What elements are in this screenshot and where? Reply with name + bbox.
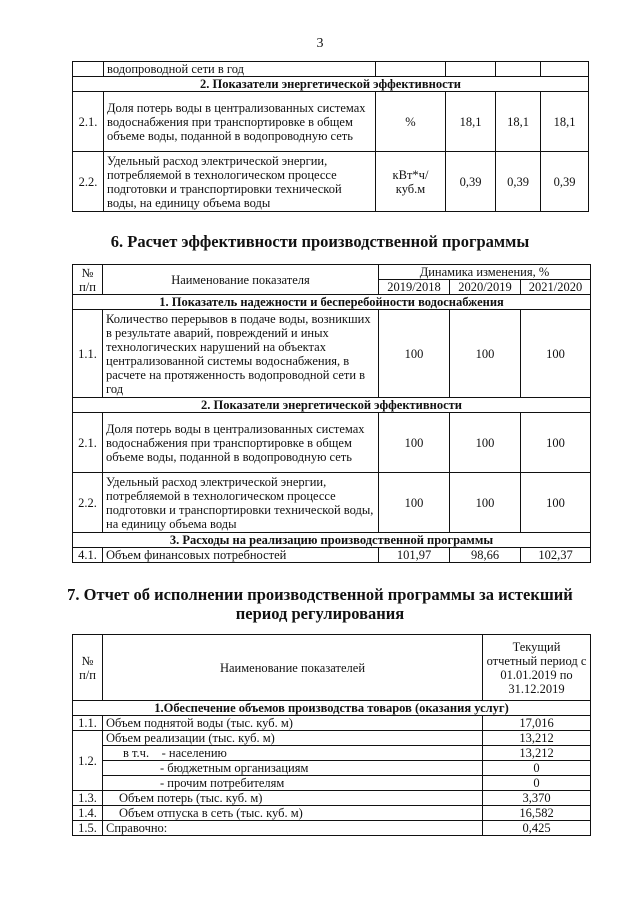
value-cell: 100 — [450, 413, 521, 473]
value-cell: 100 — [450, 473, 521, 533]
row-number: 1.2. — [73, 731, 103, 791]
value-cell: 98,66 — [450, 548, 521, 563]
row-number: 2.1. — [73, 92, 104, 152]
table-row — [73, 152, 589, 212]
header-name: Наименование показателя — [103, 265, 379, 295]
section-title: 2. Показатели энергетической эффективности — [73, 77, 589, 92]
indicator-name: Объем потерь (тыс. куб. м) — [103, 791, 483, 806]
header-period: Текущий отчетный период с 01.01.2019 по 31.12.2019 — [483, 635, 591, 701]
section-row — [73, 398, 591, 413]
row-number: 4.1. — [73, 548, 103, 563]
value-cell: 100 — [379, 310, 450, 398]
table-row — [73, 413, 591, 473]
section-title: 3. Расходы на реализацию производственной программы — [73, 533, 591, 548]
value-cell: 0,425 — [483, 821, 591, 836]
table-row — [73, 716, 591, 731]
value-cell: 0,39 — [446, 152, 496, 212]
row-number: 1.4. — [73, 806, 103, 821]
value-cell: 0,39 — [541, 152, 589, 212]
unit: % — [376, 92, 446, 152]
indicator-name: в т.ч. - населению — [103, 746, 483, 761]
section-title: 1. Показатель надежности и бесперебойности водоснабжения — [73, 295, 591, 310]
table-row — [73, 761, 591, 776]
table-row — [73, 746, 591, 761]
table-row — [73, 821, 591, 836]
section-6-title: 6. Расчет эффективности производственной программы — [110, 232, 530, 251]
section-row — [73, 533, 591, 548]
value-cell: 101,97 — [379, 548, 450, 563]
value-cell: 100 — [521, 473, 591, 533]
value-cell: 0,39 — [496, 152, 541, 212]
value-cell: 100 — [450, 310, 521, 398]
indicator-name: Удельный расход электрической энергии, потребляемой в технологическом процессе подготовки и транспортировки технической воды, на единицу объема воды — [103, 473, 379, 533]
value-cell: 0 — [483, 776, 591, 791]
row-number: 2.2. — [73, 152, 104, 212]
table-row — [73, 548, 591, 563]
table-row — [73, 62, 589, 77]
section-7-title: 7. Отчет об исполнении производственной программы за истекший период регулирования — [67, 585, 573, 623]
table-row — [73, 776, 591, 791]
header-year: 2021/2020 — [521, 280, 591, 295]
value-cell: 0 — [483, 761, 591, 776]
header-number: № п/п — [73, 265, 103, 295]
indicator-name: Доля потерь воды в централизованных системах водоснабжения при транспортировке в общем объеме воды, поданной в водопроводную сеть — [104, 92, 376, 152]
row-number: 1.1. — [73, 310, 103, 398]
indicator-name: - бюджетным организациям — [103, 761, 483, 776]
value-cell: 13,212 — [483, 746, 591, 761]
header-name: Наименование показателей — [103, 635, 483, 701]
indicator-name: - прочим потребителям — [103, 776, 483, 791]
row-number: 1.1. — [73, 716, 103, 731]
page-number: 3 — [316, 36, 324, 51]
header-dynamics: Динамика изменения, % — [379, 265, 591, 280]
section-title: 1.Обеспечение объемов производства товаров (оказания услуг) — [73, 701, 591, 716]
indicator-name: Доля потерь воды в централизованных системах водоснабжения при транспортировке в общем объеме воды, поданной в водопроводную сеть — [103, 413, 379, 473]
header-year: 2019/2018 — [379, 280, 450, 295]
indicator-name: Удельный расход электрической энергии, потребляемой в технологическом процессе подготовки и транспортировки технической воды, на единицу объема воды — [104, 152, 376, 212]
table-energy-continuation — [72, 61, 589, 212]
value-cell: 102,37 — [521, 548, 591, 563]
value-cell: 17,016 — [483, 716, 591, 731]
table-row — [73, 473, 591, 533]
table-row — [73, 310, 591, 398]
table-program-efficiency — [72, 264, 591, 563]
section-title: 2. Показатели энергетической эффективности — [73, 398, 591, 413]
value-cell: 3,370 — [483, 791, 591, 806]
indicator-name: Объем отпуска в сеть (тыс. куб. м) — [103, 806, 483, 821]
table-program-report — [72, 634, 591, 836]
indicator-name: Справочно: — [103, 821, 483, 836]
value-cell: 100 — [379, 473, 450, 533]
header-number: № п/п — [73, 635, 103, 701]
row-number: 2.2. — [73, 473, 103, 533]
value-cell: 18,1 — [496, 92, 541, 152]
indicator-name: Объем финансовых потребностей — [103, 548, 379, 563]
table-row — [73, 806, 591, 821]
value-cell: 100 — [379, 413, 450, 473]
row-text: водопроводной сети в год — [104, 62, 376, 77]
header-row — [73, 265, 591, 280]
value-cell: 100 — [521, 413, 591, 473]
section-row — [73, 701, 591, 716]
value-cell: 13,212 — [483, 731, 591, 746]
table-row — [73, 731, 591, 746]
value-cell: 18,1 — [541, 92, 589, 152]
section-row — [73, 295, 591, 310]
value-cell: 16,582 — [483, 806, 591, 821]
row-number: 1.5. — [73, 821, 103, 836]
value-cell: 100 — [521, 310, 591, 398]
value-cell: 18,1 — [446, 92, 496, 152]
table-row — [73, 791, 591, 806]
indicator-name: Объем поднятой воды (тыс. куб. м) — [103, 716, 483, 731]
indicator-name: Объем реализации (тыс. куб. м) — [103, 731, 483, 746]
indicator-name: Количество перерывов в подаче воды, возникших в результате аварий, повреждений и иных технологических нарушений на объектах централизованной системы водоснабжения, в расчете на протяженность водопроводной сети в год — [103, 310, 379, 398]
row-number: 1.3. — [73, 791, 103, 806]
table-row — [73, 92, 589, 152]
header-row — [73, 635, 591, 701]
header-year: 2020/2019 — [450, 280, 521, 295]
row-number: 2.1. — [73, 413, 103, 473]
unit: кВт*ч/ куб.м — [376, 152, 446, 212]
section-row — [73, 77, 589, 92]
